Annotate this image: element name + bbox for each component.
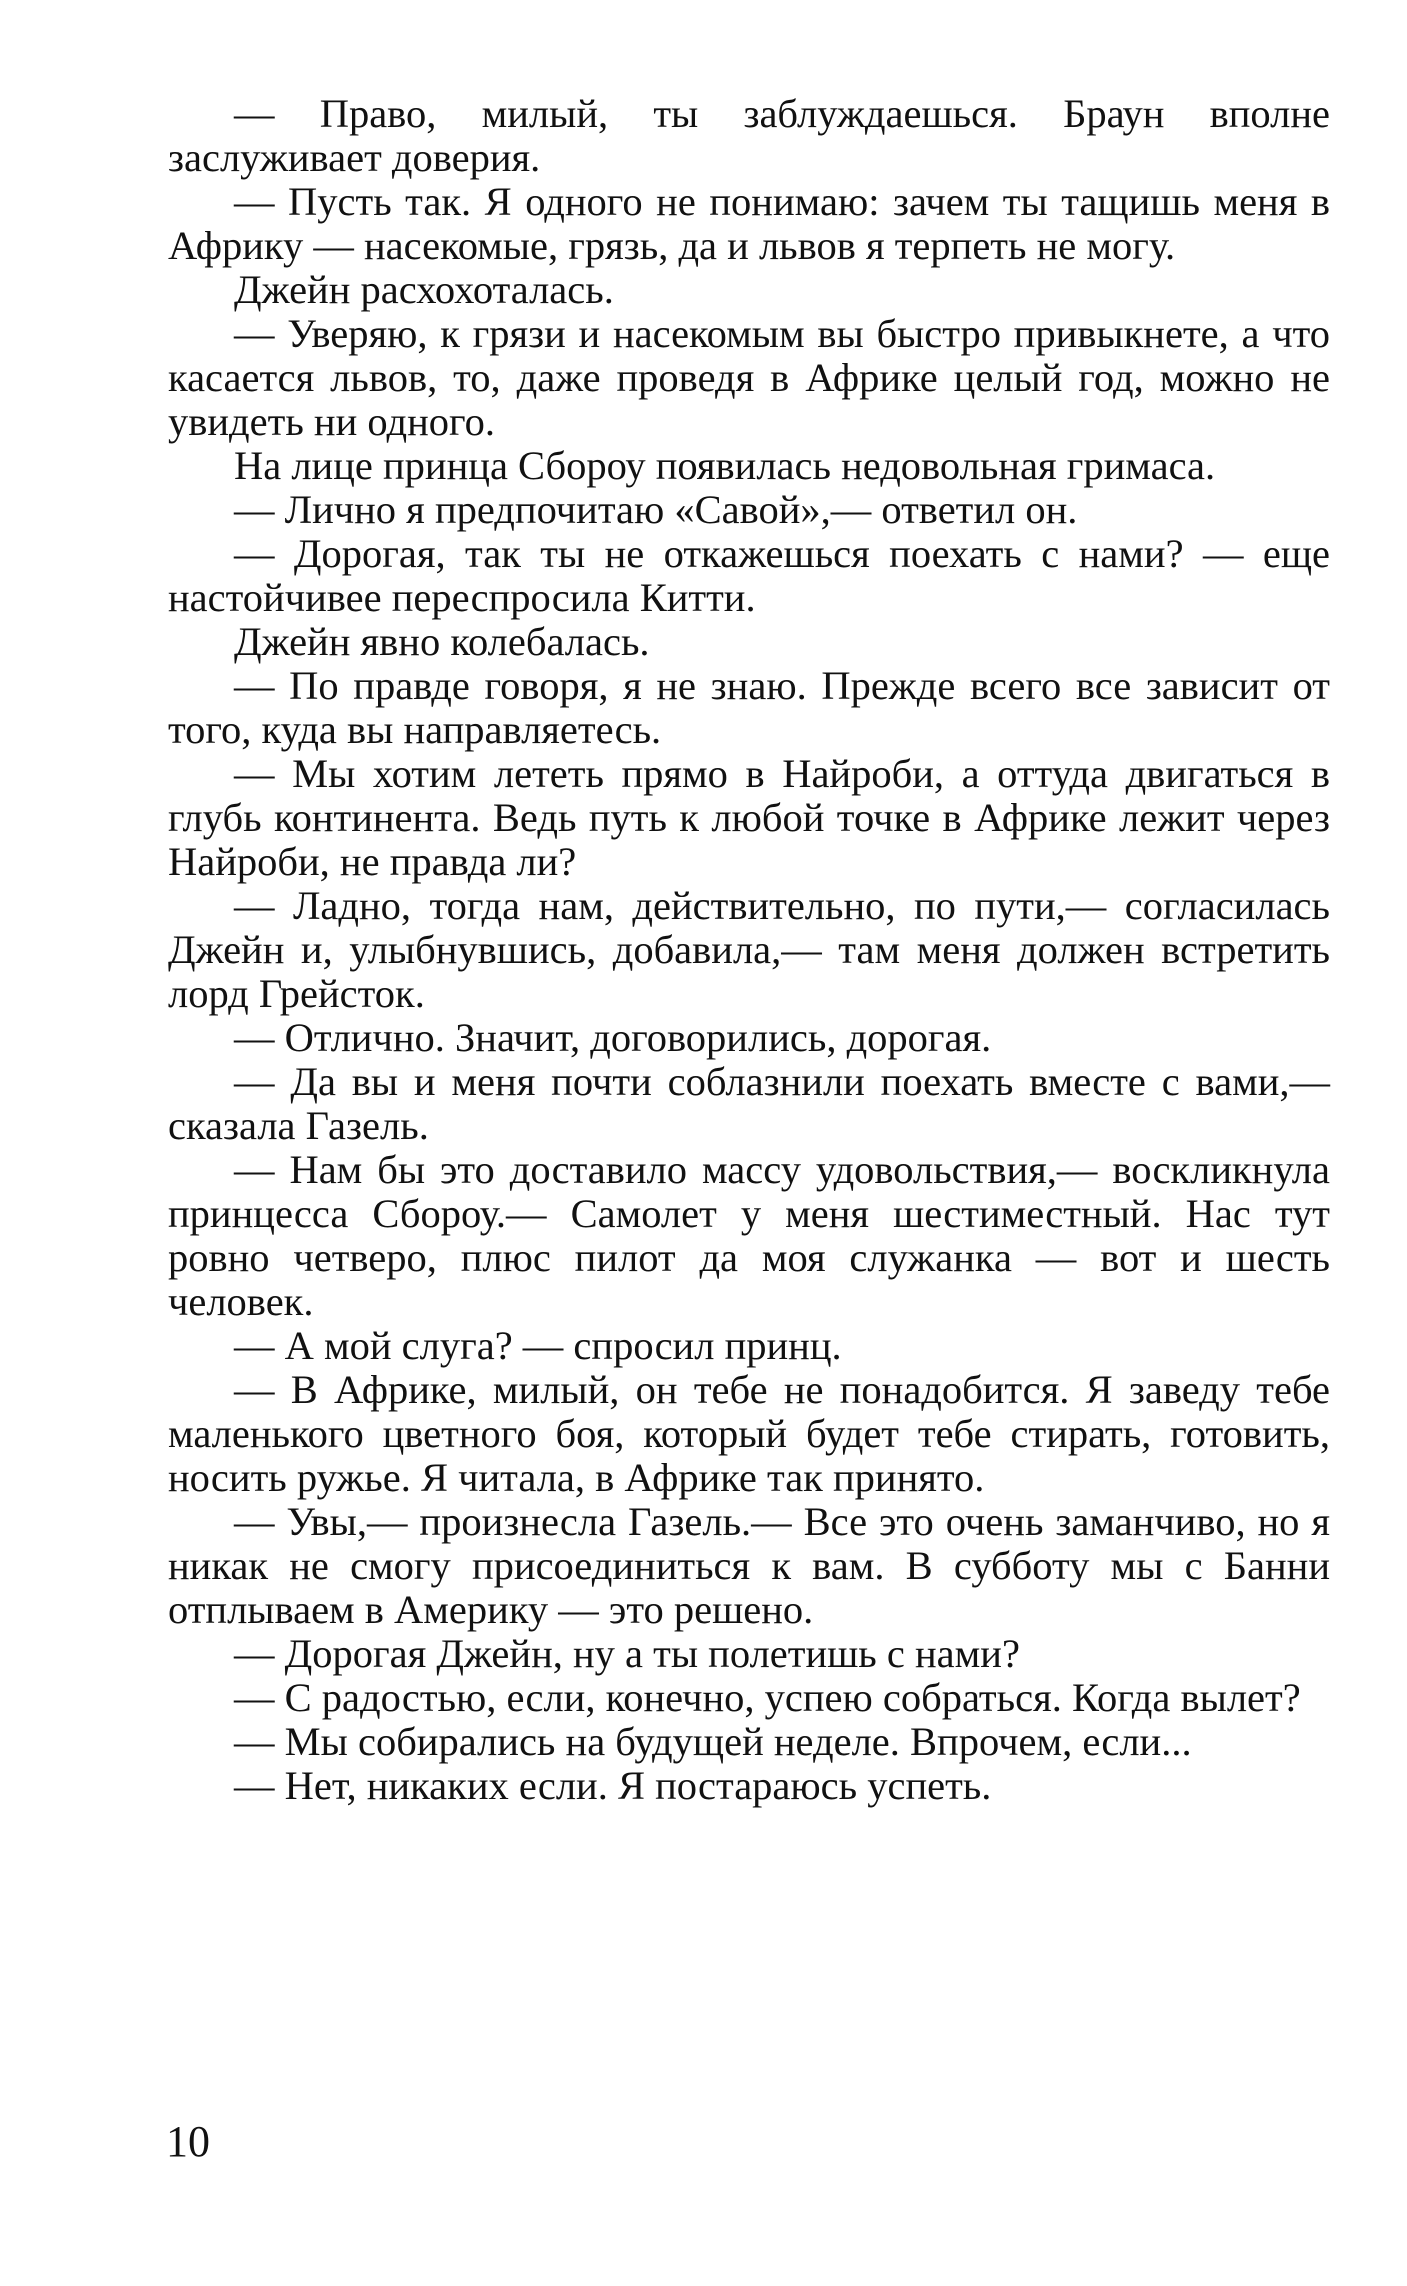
paragraph-13: — Да вы и меня почти соблазнили поехать вместе с вами,— сказала Газель. xyxy=(168,1059,1330,1148)
paragraph-3: Джейн расхохоталась. xyxy=(234,267,614,312)
page-number: 10 xyxy=(166,2117,210,2166)
paragraph-6: — Лично я предпочитаю «Савой»,— ответил он. xyxy=(234,487,1078,532)
page-text xyxy=(168,92,1330,1808)
paragraph-4: — Уверяю, к грязи и насекомым вы быстро привыкнете, а что касается львов, то, даже проведя в Африке целый год, можно не увидеть ни одного. xyxy=(168,311,1330,444)
paragraph-15: — А мой слуга? — спросил принц. xyxy=(234,1323,842,1368)
paragraph-7: — Дорогая, так ты не откажешься поехать с нами? — еще настойчивее переспросила Китти. xyxy=(168,531,1330,620)
paragraph-14: — Нам бы это доставило массу удовольствия,— воскликнула принцесса Сбороу.— Самолет у меня шестиместный. Нас тут ровно четверо, плюс пилот да моя служанка — вот и шесть человек. xyxy=(168,1147,1330,1324)
paragraph-10: — Мы хотим лететь прямо в Найроби, а оттуда двигаться в глубь континента. Ведь путь к любой точке в Африке лежит через Найроби, не правда ли? xyxy=(168,751,1330,884)
paragraph-2: — Пусть так. Я одного не понимаю: зачем ты тащишь меня в Африку — насекомые, грязь, да и львов я терпеть не могу. xyxy=(168,179,1330,268)
paragraph-18: — Дорогая Джейн, ну а ты полетишь с нами? xyxy=(234,1631,1020,1676)
paragraph-16: — В Африке, милый, он тебе не понадобится. Я заведу тебе маленького цветного боя, который будет тебе стирать, готовить, носить ружье. Я читала, в Африке так принято. xyxy=(168,1367,1330,1500)
paragraph-5: На лице принца Сбороу появилась недовольная гримаса. xyxy=(234,443,1216,488)
paragraph-11: — Ладно, тогда нам, действительно, по пути,— согласилась Джейн и, улыбнувшись, добавила,— там меня должен встретить лорд Грейсток. xyxy=(168,883,1330,1016)
paragraph-9: — По правде говоря, я не знаю. Прежде всего все зависит от того, куда вы направляетесь. xyxy=(168,663,1330,752)
paragraph-1: — Право, милый, ты заблуждаешься. Браун вполне заслуживает доверия. xyxy=(168,91,1330,180)
paragraph-19: — С радостью, если, конечно, успею собраться. Когда вылет? xyxy=(234,1675,1301,1720)
paragraph-21: — Нет, никаких если. Я постараюсь успеть. xyxy=(234,1763,992,1808)
paragraph-8: Джейн явно колебалась. xyxy=(234,619,650,664)
paragraph-20: — Мы собирались на будущей неделе. Впрочем, если... xyxy=(234,1719,1192,1764)
paragraph-17: — Увы,— произнесла Газель.— Все это очень заманчиво, но я никак не смогу присоединиться к вам. В субботу мы с Банни отплываем в Америку — это решено. xyxy=(168,1499,1330,1632)
paragraph-12: — Отлично. Значит, договорились, дорогая. xyxy=(234,1015,992,1060)
